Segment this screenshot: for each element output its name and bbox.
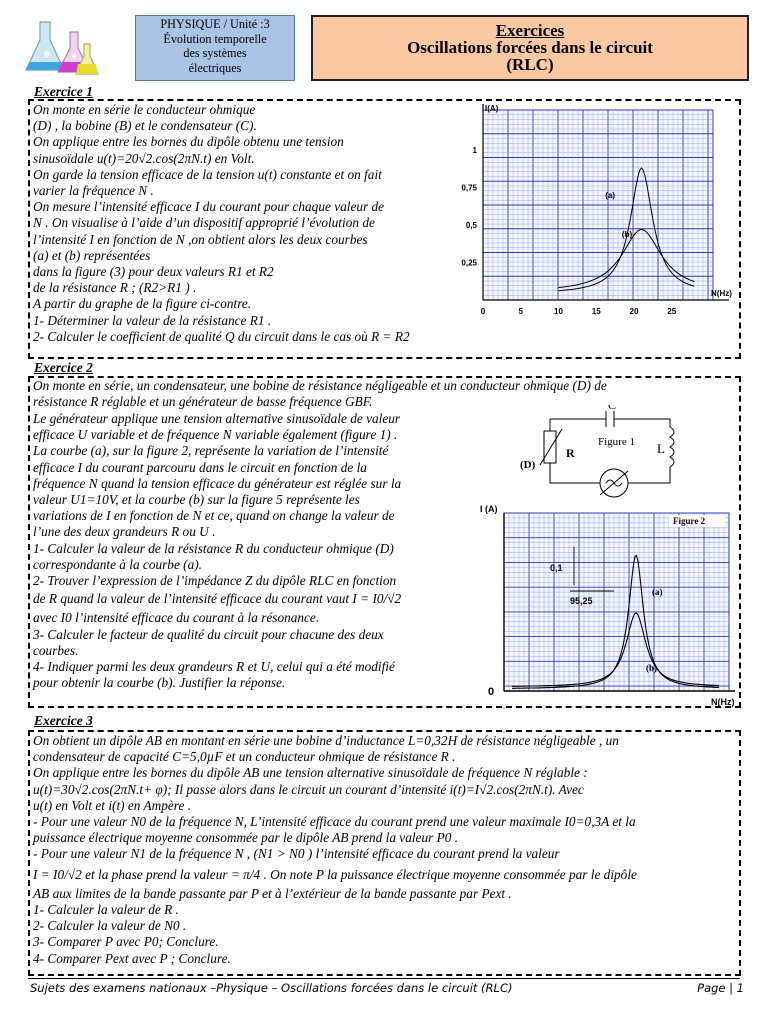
text-line: (D) , la bobine (B) et le condensateur (C). <box>33 118 257 134</box>
text-line: On monte en série le conducteur ohmique <box>33 102 256 117</box>
text-line: - Pour une valeur N0 de la fréquence N, L’intensité efficace du courant prend une valeur maximale I0=0,3A et la <box>33 814 636 830</box>
figure-1-circuit <box>510 405 690 500</box>
exercise-1-text <box>33 102 453 345</box>
text-line: de la résistance R ; (R2>R1 ) . <box>33 280 197 296</box>
y-tick-label: 1 <box>472 146 477 155</box>
text-line: AB aux limites de la bande passante par P et à l’extérieur de la bande passante par Pext . <box>33 885 512 901</box>
text-line: valeur U1=10V, et la courbe (b) sur la figure 5 représente les <box>33 492 360 508</box>
text-line: On applique entre les bornes du dipôle AB une tension alternative sinusoïdale de fréquence N réglable : <box>33 765 588 781</box>
unit-line: PHYSIQUE / Unité :3 <box>160 17 270 31</box>
text-line: 4- Comparer Pext avec P ; Conclure. <box>33 950 231 966</box>
text-line: Le générateur applique une tension alternative sinusoïdale de valeur <box>33 411 401 426</box>
text-line: u(t) en Volt et i(t) en Ampère . <box>33 797 192 813</box>
fig1-title: Figure 1 <box>598 436 635 448</box>
annot-y-label: 0,1 <box>550 563 563 573</box>
curve-a-label: (a) <box>652 587 663 597</box>
fig1-r-label: R <box>566 446 575 460</box>
unit-line: des systèmes <box>183 46 247 60</box>
text-line: sinusoïdale u(t)=20√2.cos(2πN.t) en Volt. <box>33 150 255 166</box>
text-line: pour obtenir la courbe (b). Justifier la réponse. <box>33 675 286 691</box>
title-box <box>311 15 749 81</box>
fig1-d-label: (D) <box>520 459 536 471</box>
fig1-c-label: C <box>608 405 617 412</box>
text-line: 1- Calculer la valeur de R . <box>33 902 179 918</box>
exercise-2-title: Exercice 2 <box>34 360 93 375</box>
text-line: La courbe (a), sur la figure 2, représente la variation de l’intensité <box>33 443 389 459</box>
figure-2-graph <box>478 503 740 708</box>
y-axis-label: I(A) <box>485 104 499 113</box>
text-line: N . On visualise à l’aide d’un dispositif approprié l’évolution de <box>33 215 375 231</box>
figure-2-title: Figure 2 <box>673 516 706 526</box>
text-line: 2- Calculer la valeur de N0 . <box>33 918 187 934</box>
fig1-l-label: L <box>657 441 665 456</box>
flask-logo <box>20 14 110 84</box>
y-tick-label: 0,75 <box>461 183 477 193</box>
text-line: (a) et (b) représentées <box>33 247 151 263</box>
y-tick-label: 0,5 <box>465 221 477 230</box>
footer-text: Sujets des examens nationaux –Physique – Oscillations forcées dans le circuit (RLC) <box>30 981 513 995</box>
text-line: condensateur de capacité C=5,0µF et un conducteur ohmique de résistance R . <box>33 749 456 765</box>
page-subtitle-2: (RLC) <box>506 55 554 74</box>
page-title: Exercices <box>495 21 565 40</box>
x-tick-label: 15 <box>591 307 601 316</box>
x-tick-label: 20 <box>629 307 639 316</box>
x-tick-label: 0 <box>480 307 486 316</box>
text-line: - Pour une valeur N1 de la fréquence N , (N1 > N0 ) l’intensité efficace du courant prend la valeur <box>33 846 560 862</box>
x-axis-label: N(Hz) <box>711 697 735 707</box>
annot-x-label: 95,25 <box>570 596 593 606</box>
text-line: fréquence N quand la tension efficace du générateur est réglée sur la <box>33 475 402 491</box>
exercise-1-title: Exercice 1 <box>34 84 93 99</box>
unit-line: Évolution temporelle <box>163 31 267 46</box>
text-line: efficace I du courant parcouru dans le circuit en fonction de la <box>33 459 367 475</box>
curve-b-label: (b) <box>646 663 657 673</box>
text-line: 3- Calculer le facteur de qualité du circuit pour chacune des deux <box>33 626 384 642</box>
text-line: A partir du graphe de la figure ci-contre. <box>33 296 252 312</box>
text-line: 2- Trouver l’expression de l’impédance Z du dipôle RLC en fonction <box>33 573 397 589</box>
text-line: variations de I en fonction de N et ce, quand on change la valeur de <box>33 508 395 524</box>
text-line: On monte en série, un condensateur, une bobine de résistance négligeable et un conducteur ohmique (D) de <box>33 378 607 393</box>
text-line: varier la fréquence N . <box>33 183 154 199</box>
y-tick-label: 0,25 <box>461 258 477 268</box>
text-line: courbes. <box>33 642 79 658</box>
x-tick-label: 25 <box>667 307 677 316</box>
origin-label: 0 <box>488 686 495 698</box>
text-line: 1- Calculer la valeur de la résistance R du conducteur ohmique (D) <box>33 540 394 556</box>
text-line: dans la figure (3) pour deux valeurs R1 et R2 <box>33 264 274 280</box>
x-axis-label: N(Hz) <box>711 289 732 298</box>
text-line: On obtient un dipôle AB en montant en série une bobine d’inductance L=0,32H de résistance négligeable , un <box>33 733 619 748</box>
curve-b-label: (b) <box>621 230 633 239</box>
text-line: avec I0 l’intensité efficace du courant à la résonance. <box>33 610 320 626</box>
exercise-3-title: Exercice 3 <box>34 713 93 728</box>
figure-3-graph <box>455 100 740 325</box>
page-subtitle: Oscillations forcées dans le circuit <box>407 38 653 57</box>
question-1: 1- Déterminer la valeur de la résistance R1 . <box>33 312 272 328</box>
text-line: de R quand la valeur de l’intensité efficace du courant vaut I = I0/√2 <box>33 591 402 607</box>
text-line: On applique entre les bornes du dipôle obtenu une tension <box>33 134 344 150</box>
y-axis-label: I (A) <box>480 504 498 514</box>
footer-divider <box>28 978 740 979</box>
question-2: 2- Calculer le coefficient de qualité Q du circuit dans le cas où R = R2 <box>33 328 410 344</box>
text-line: I = I0/√2 et la phase prend la valeur = π/4 . On note P la puissance électrique moyenne consommée par le dipôle <box>33 866 637 882</box>
text-line: résistance R réglable et un générateur de basse fréquence GBF. <box>33 394 373 410</box>
text-line: On garde la tension efficace de la tension u(t) constante et on fait <box>33 166 382 182</box>
x-tick-label: 5 <box>518 307 523 316</box>
text-line: 3- Comparer P avec P0; Conclure. <box>33 934 219 950</box>
unit-box <box>135 15 295 81</box>
unit-line: électriques <box>188 60 242 75</box>
exercise-2-text <box>33 411 473 691</box>
text-line: l’intensité I en fonction de N ,on obtient alors les deux courbes <box>33 231 368 247</box>
text-line: l’une des deux grandeurs R ou U . <box>33 524 216 540</box>
exercise-3-text <box>33 733 739 967</box>
text-line: efficace U variable et de fréquence N variable également (figure 1) . <box>33 427 398 443</box>
text-line: correspondante à la courbe (a). <box>33 556 203 572</box>
text-line: 4- Indiquer parmi les deux grandeurs R et U, celui qui a été modifié <box>33 659 395 675</box>
curve-a-label: (a) <box>605 191 616 200</box>
text-line: u(t)=30√2.cos(2πN.t+ φ); Il passe alors dans le circuit un courant d’intensité i(t)=I√2.cos(2πN.t). Avec <box>33 781 584 797</box>
page-number: Page | 1 <box>697 981 744 995</box>
text-line: puissance électrique moyenne consommée par le dipôle AB prend la valeur P0 . <box>33 830 459 846</box>
text-line: On mesure l’intensité efficace I du courant pour chaque valeur de <box>33 199 385 215</box>
x-tick-label: 10 <box>554 307 563 316</box>
